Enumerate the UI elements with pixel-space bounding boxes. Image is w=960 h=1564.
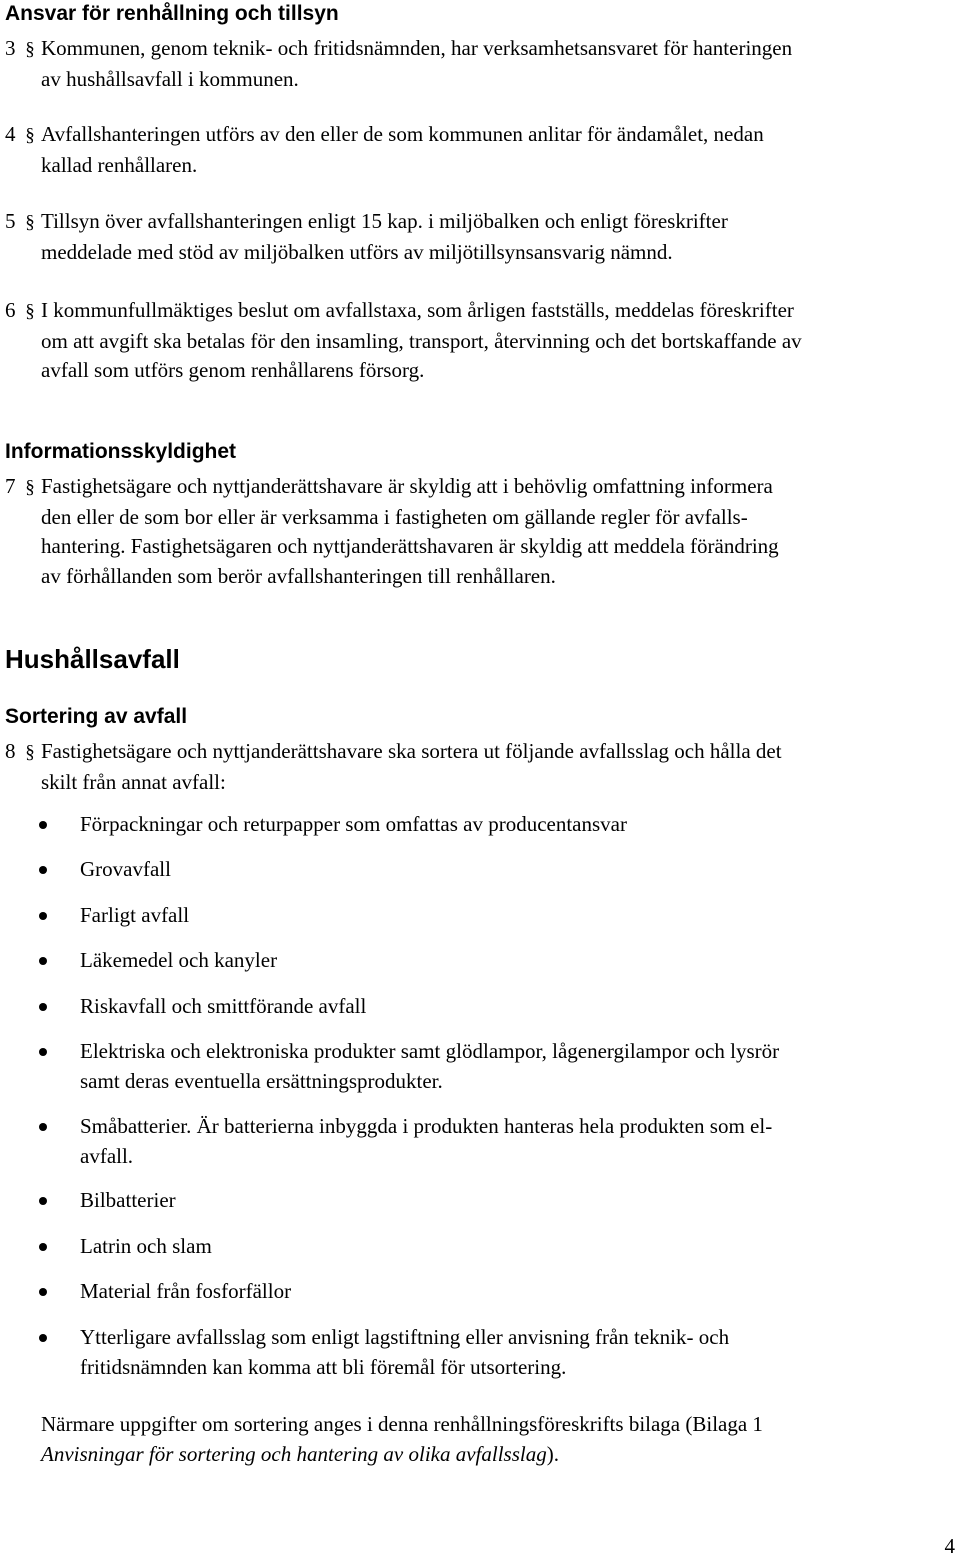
appendix-title: Anvisningar för sortering och hantering av olika avfallsslag [41, 1441, 547, 1466]
paragraph-6 [5, 296, 955, 386]
list-item [0, 855, 960, 885]
list-item-text: avfall. [80, 1143, 134, 1168]
bullet-icon [39, 1048, 47, 1056]
list-item [0, 1232, 960, 1262]
paragraph-8 [5, 737, 955, 797]
section-symbol-icon: § [25, 301, 35, 322]
bullet-icon [39, 821, 47, 829]
list-item [0, 1112, 960, 1171]
list-item-text: Läkemedel och kanyler [80, 948, 278, 972]
section-heading-responsibility: Ansvar för renhållning och tillsyn [5, 2, 339, 25]
section-symbol-icon: § [25, 125, 35, 146]
bullet-icon [39, 1003, 47, 1011]
section-symbol-icon: § [25, 39, 35, 60]
paragraph-number: 8 [5, 739, 16, 763]
note-text-end: ). [546, 1441, 559, 1466]
paragraph-number: 6 [5, 298, 16, 322]
list-item-text: Förpackningar och returpapper som omfattas av producentansvar [80, 812, 627, 836]
list-item-text: Grovavfall [80, 857, 171, 881]
paragraph-number: 3 [5, 36, 16, 60]
page-number: 4 [944, 1534, 955, 1558]
list-item-text: Material från fosforfällor [80, 1279, 292, 1303]
list-item [0, 1277, 960, 1307]
list-item-text: fritidsnämnden kan komma att bli föremål för utsortering. [80, 1354, 567, 1379]
paragraph-text: den eller de som bor eller är verksamma i fastigheten om gällande regler för avfalls- [41, 504, 748, 529]
section-symbol-icon: § [25, 212, 35, 233]
paragraph-5 [5, 207, 955, 267]
list-item [0, 992, 960, 1022]
list-item-text: samt deras eventuella ersättningsprodukter. [80, 1068, 443, 1093]
section-heading-household-waste: Hushållsavfall [5, 644, 180, 674]
paragraph-text: Fastighetsägare och nyttjanderättshavare är skyldig att i behövlig omfattning informera [41, 474, 773, 498]
paragraph-7 [5, 472, 955, 591]
paragraph-text: hantering. Fastighetsägaren och nyttjanderättshavaren är skyldig att meddela förändring [41, 534, 779, 558]
list-item-text: Småbatterier. Är batterierna inbyggda i produkten hanteras hela produkten som el- [80, 1114, 773, 1138]
bullet-icon [39, 957, 47, 965]
paragraph-text: avfall som utförs genom renhållarens försorg. [41, 358, 425, 382]
bullet-icon [39, 1334, 47, 1342]
bullet-icon [39, 912, 47, 920]
list-item [0, 946, 960, 976]
section-symbol-icon: § [25, 477, 35, 498]
bullet-icon [39, 1123, 47, 1131]
bullet-icon [39, 1243, 47, 1251]
paragraph-text: av förhållanden som berör avfallshanteringen till renhållaren. [41, 563, 556, 588]
list-item-text: Latrin och slam [80, 1234, 212, 1258]
section-symbol-icon: § [25, 742, 35, 763]
list-item-text: Riskavfall och smittförande avfall [80, 994, 367, 1018]
list-item-text: Elektriska och elektroniska produkter samt glödlampor, lågenergilampor och lysrör [80, 1039, 780, 1063]
list-item [0, 810, 960, 840]
paragraph-text: kallad renhållaren. [41, 152, 198, 177]
list-item-text: Bilbatterier [80, 1188, 176, 1212]
paragraph-3 [5, 34, 955, 94]
bullet-icon [39, 1197, 47, 1205]
list-item [0, 901, 960, 931]
paragraph-text: Avfallshanteringen utförs av den eller de som kommunen anlitar för ändamålet, nedan [41, 122, 764, 146]
paragraph-number: 4 [5, 122, 16, 146]
paragraph-number: 5 [5, 209, 16, 233]
list-item [0, 1037, 960, 1096]
bullet-icon [39, 1288, 47, 1296]
subheading-sorting: Sortering av avfall [5, 705, 188, 728]
appendix-note [41, 1410, 763, 1469]
paragraph-text: om att avgift ska betalas för den insamling, transport, återvinning och det bortskaffande av [41, 328, 802, 353]
list-item [0, 1186, 960, 1216]
paragraph-text: av hushållsavfall i kommunen. [41, 66, 299, 91]
list-item-text: Ytterligare avfallsslag som enligt lagstiftning eller anvisning från teknik- och [80, 1325, 730, 1349]
paragraph-text: I kommunfullmäktiges beslut om avfallstaxa, som årligen fastställs, meddelas föreskrifter [41, 298, 794, 322]
paragraph-text: Kommunen, genom teknik- och fritidsnämnden, har verksamhetsansvaret för hanteringen [41, 36, 793, 60]
section-heading-information: Informationsskyldighet [5, 440, 237, 463]
note-text: Närmare uppgifter om sortering anges i denna renhållningsföreskrifts bilaga (Bilaga 1 [41, 1412, 763, 1436]
list-item [0, 1323, 960, 1382]
paragraph-text: Tillsyn över avfallshanteringen enligt 15 kap. i miljöbalken och enligt föreskrifter [41, 209, 728, 233]
paragraph-text: meddelade med stöd av miljöbalken utförs av miljötillsynsansvarig nämnd. [41, 239, 673, 264]
bullet-icon [39, 866, 47, 874]
list-item-text: Farligt avfall [80, 903, 190, 927]
paragraph-4 [5, 120, 955, 180]
paragraph-text: skilt från annat avfall: [41, 769, 226, 794]
paragraph-number: 7 [5, 474, 16, 498]
paragraph-text: Fastighetsägare och nyttjanderättshavare ska sortera ut följande avfallsslag och hålla det [41, 739, 782, 763]
